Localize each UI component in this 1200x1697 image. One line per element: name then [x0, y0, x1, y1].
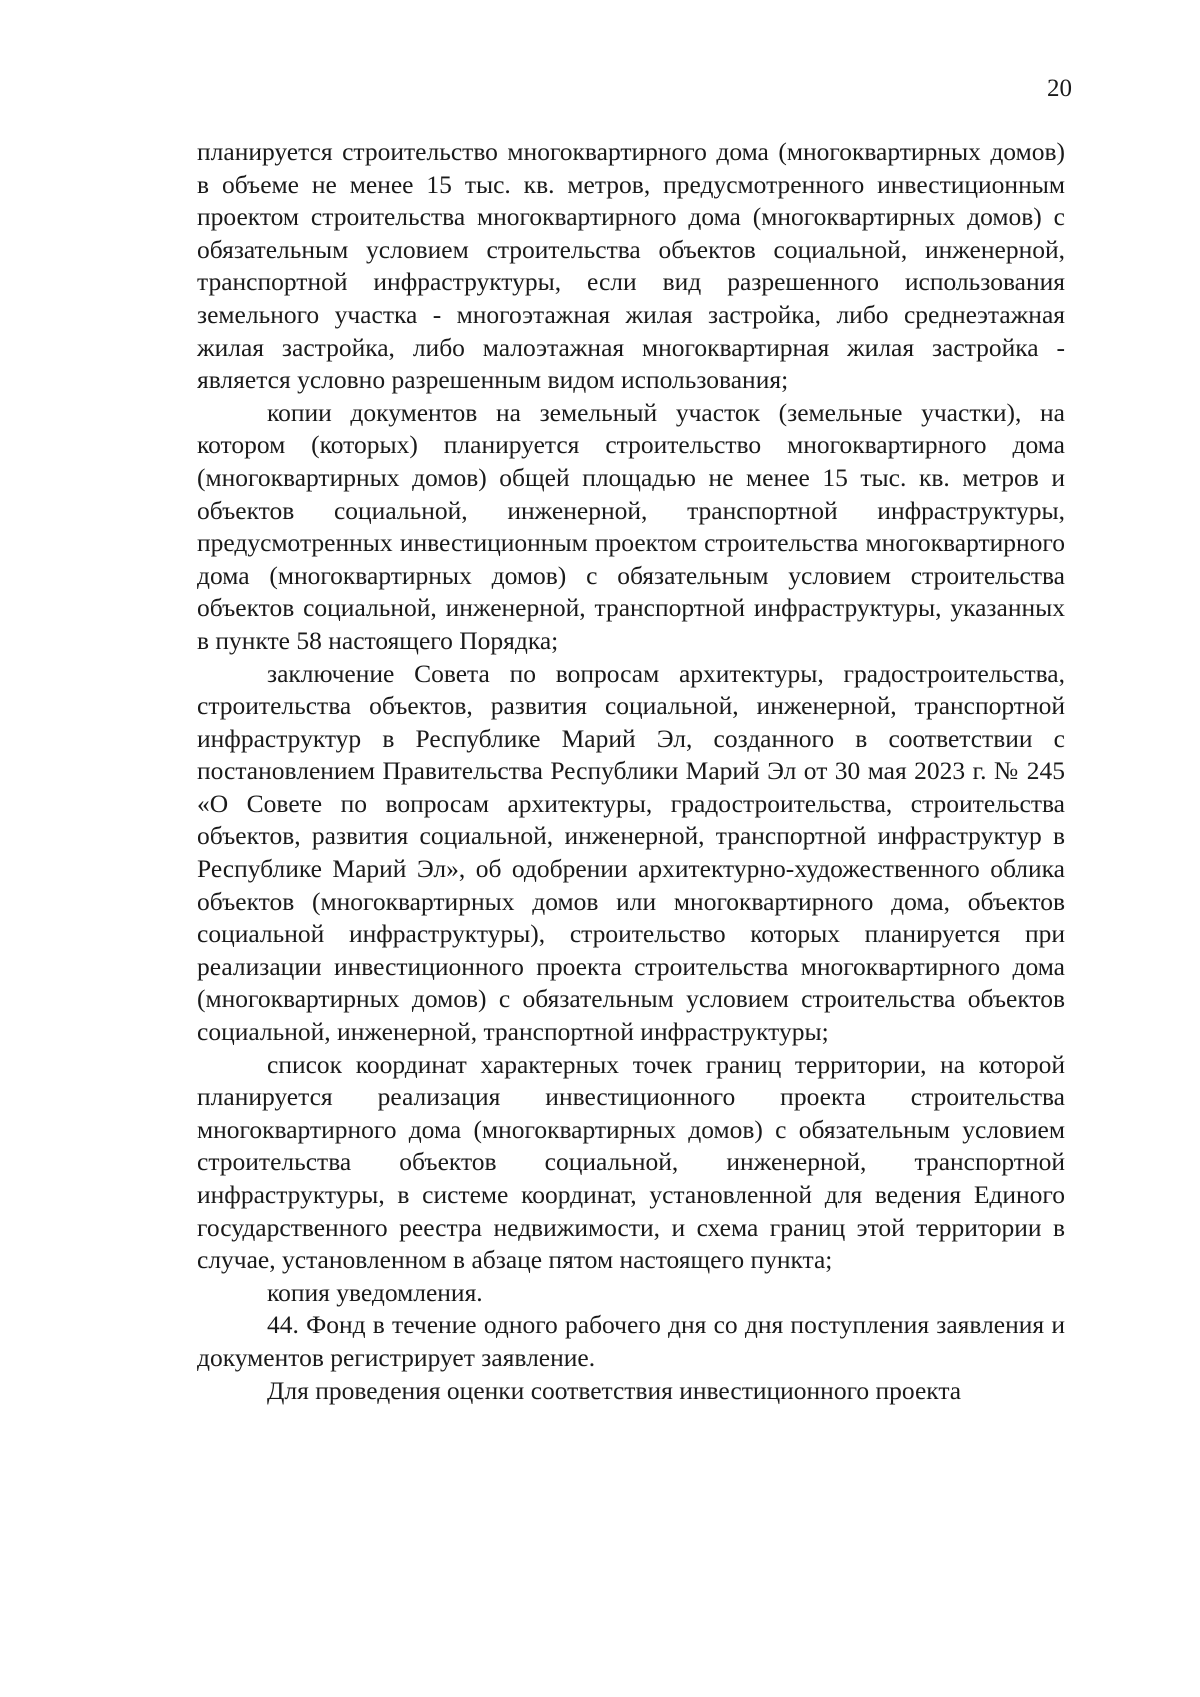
paragraph: копии документов на земельный участок (земельные участки), на котором (которых) планируется строительство многоквартирного дома (многоквартирных домов) общей площадью не менее 15 тыс. кв. метров и объектов социальной, инженерной, транспортной инфраструктуры, предусмотренных инвестиционным проектом строительства многоквартирного дома (многоквартирных домов) с обязательным условием строительства объектов социальной, инженерной, транспортной инфраструктуры, указанных в пункте 58 настоящего Порядка;: [197, 397, 1065, 655]
paragraph: Для проведения оценки соответствия инвестиционного проекта: [267, 1375, 962, 1405]
paragraph: планируется строительство многоквартирного дома (многоквартирных домов) в объеме не менее 15 тыс. кв. метров, предусмотренного инвестиционным проектом строительства многоквартирного дома (многоквартирных домов) с обязательным условием строительства объектов социальной, инженерной, транспортной инфраструктуры, если вид разрешенного использования земельного участка - многоэтажная жилая застройка, либо среднеэтажная жилая застройка, либо малоэтажная многоквартирная жилая застройка - является условно разрешенным видом использования;: [197, 137, 1065, 395]
paragraph: список координат характерных точек границ территории, на которой планируется реализация инвестиционного проекта строительства многоквартирного дома (многоквартирных домов) с обязательным условием строительства объектов социальной, инженерной, транспортной инфраструктуры, в системе координат, установленной для ведения Единого государственного реестра недвижимости, и схема границ этой территории в случае, установленном в абзаце пятом настоящего пункта;: [197, 1049, 1065, 1275]
document-body: [197, 136, 1065, 1407]
paragraph: заключение Совета по вопросам архитектуры, градостроительства, строительства объектов, развития социальной, инженерной, транспортной инфраструктур в Республике Марий Эл, созданного в соответствии с постановлением Правительства Республики Марий Эл от 30 мая 2023 г. № 245 «О Совете по вопросам архитектуры, градостроительства, строительства объектов, развития социальной, инженерной, транспортной инфраструктур в Республике Марий Эл», об одобрении архитектурно-художественного облика объектов (многоквартирных домов или многоквартирного дома, объектов социальной инфраструктуры), строительство которых планируется при реализации инвестиционного проекта строительства многоквартирного дома (многоквартирных домов) с обязательным условием строительства объектов социальной, инженерной, транспортной инфраструктуры;: [197, 658, 1065, 1047]
paragraph: 44. Фонд в течение одного рабочего дня со дня поступления заявления и документов регистрирует заявление.: [197, 1310, 1065, 1372]
paragraph: копия уведомления.: [267, 1277, 483, 1307]
page-number: 20: [1047, 75, 1072, 102]
